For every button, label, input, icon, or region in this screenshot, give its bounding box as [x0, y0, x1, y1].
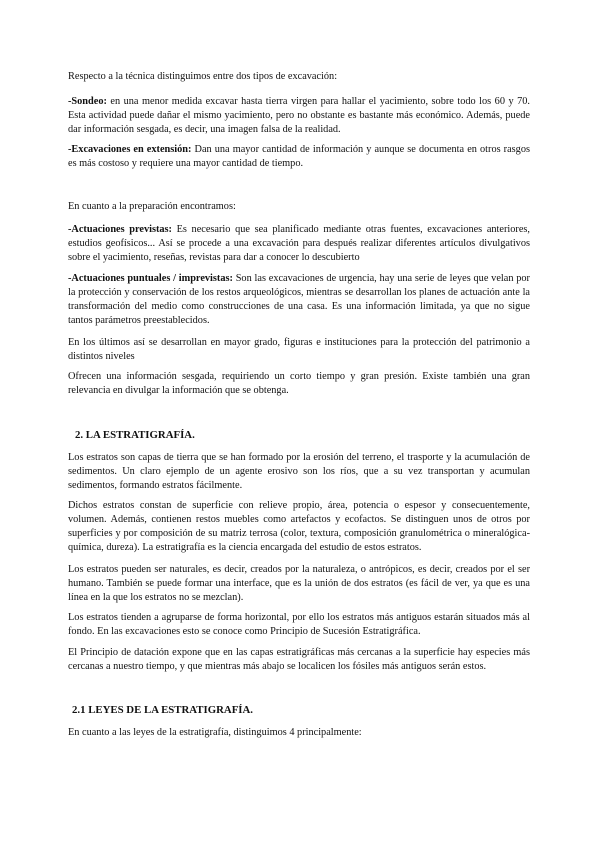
paragraph-leyes: En cuanto a las leyes de la estratigrafía, distinguimos 4 principalmente:	[68, 727, 362, 738]
term-puntuales: -Actuaciones puntuales / imprevistas:	[68, 273, 233, 284]
paragraph-ultimos: En los últimos así se desarrollan en mayor grado, figuras e instituciones para la protección del patrimonio a distintos niveles	[68, 337, 530, 362]
paragraph-preparacion: En cuanto a la preparación encontramos:	[68, 201, 236, 212]
text-sondeo: en una menor medida excavar hasta tierra virgen para hallar el yacimiento, sobre todo los 60 y 70. Esta actividad puede dañar el mismo yacimiento, pero no obstante es bastante más económico. Además, puede dar información sesgada, es decir, una imagen falsa de la realidad.	[68, 96, 530, 135]
term-previstas: -Actuaciones previstas:	[68, 224, 172, 235]
paragraph-estratos-5: El Principio de datación expone que en las capas estratigráficas más cercanas a la superficie hay especies más cercanas a nuestro tiempo, y que mientras más abajo se localicen los fósiles más antiguos serán estos.	[68, 647, 530, 672]
text-puntuales: Son las excavaciones de urgencia, hay una serie de leyes que velan por la protección y conservación de los restos arqueológicos, mientras se desarrollan los planes de actuación ante la transformación del medio como construcciones de una casa. Es una información limitada, ya que no sigue tantos parámetros preestablecidos.	[68, 273, 530, 326]
paragraph-extension	[68, 143, 530, 171]
term-extension: -Excavaciones en extensión:	[68, 144, 192, 155]
paragraph-estratos-2: Dichos estratos constan de superficie con relieve propio, área, potencia o espesor y consecuentemente, volumen. Además, contienen restos muebles como artefactos y ecofactos. Se distinguen unos de otros por superficies y por composición de su matriz terrosa (color, textura, composición granulométrica o mineralógica-química, dureza). La estratigrafía es la ciencia encargada del estudio de estos estratos.	[68, 500, 530, 553]
paragraph-puntuales	[68, 272, 530, 328]
term-sondeo: -Sondeo:	[68, 96, 107, 107]
paragraph-previstas	[68, 223, 530, 265]
paragraph-estratos-4: Los estratos tienden a agruparse de forma horizontal, por ello los estratos más antiguos estarán situados más al fondo. En las excavaciones esto se conoce como Principio de Sucesión Estratigráfica.	[68, 612, 530, 637]
paragraph-intro: Respecto a la técnica distinguimos entre dos tipos de excavación:	[68, 71, 338, 82]
section-heading-estratigrafia: 2. LA ESTRATIGRAFÍA.	[75, 429, 195, 441]
paragraph-ofrecen: Ofrecen una información sesgada, requiriendo un corto tiempo y gran presión. Existe también una gran relevancia en divulgar la información que se obtenga.	[68, 371, 530, 396]
paragraph-estratos-1: Los estratos son capas de tierra que se han formado por la erosión del terreno, el trasporte y la acumulación de sedimentos. Un claro ejemplo de un agente erosivo son los ríos, que a su vez transportan y acumulan sedimentos, formando estratos fácilmente.	[68, 452, 530, 491]
text-extension: Dan una mayor cantidad de información y aunque se documenta en otros rasgos es más costoso y requiere una mayor cantidad de tiempo.	[68, 144, 530, 169]
section-heading-leyes: 2.1 LEYES DE LA ESTRATIGRAFÍA.	[72, 704, 253, 716]
text-previstas: Es necesario que sea planificado mediante otras fuentes, excavaciones anteriores, estudios geofísicos... Así se procede a una excavación para después realizar diferentes artículos divulgativos sobre el yacimiento, reseñas, revistas para dar a conocer lo descubierto	[68, 224, 530, 263]
paragraph-estratos-3: Los estratos pueden ser naturales, es decir, creados por la naturaleza, o antrópicos, es decir, creados por el ser humano. También se puede formar una interface, que es la unión de dos estratos (es fácil de ver, ya que es una línea en la que los estratos no se mezclan).	[68, 564, 530, 603]
paragraph-sondeo	[68, 95, 530, 137]
